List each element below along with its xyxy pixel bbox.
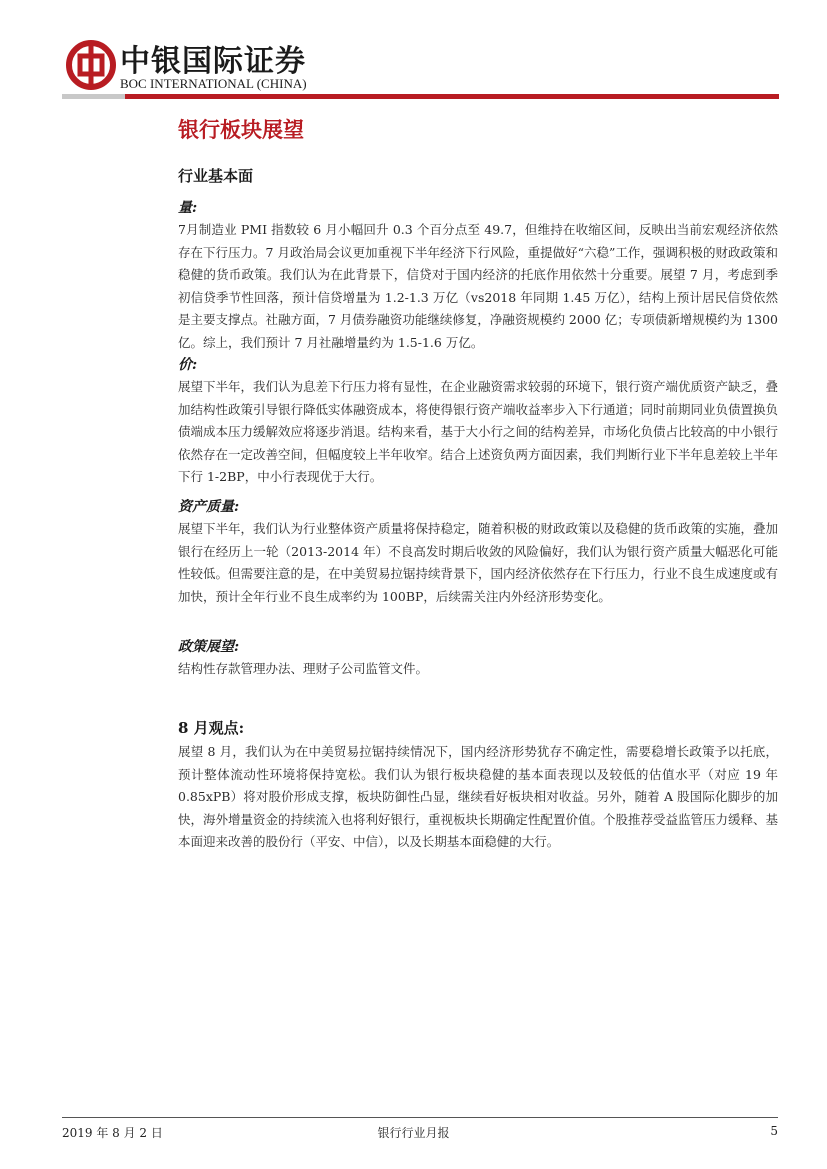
asset-quality-paragraph: 展望下半年，我们认为行业整体资产质量将保持稳定，随着积极的财政政策以及稳健的货币政策的实施，叠加银行在经历上一轮（2013-2014 年）不良高发时期后收敛的风险偏好，我们认为银行资产质量大幅恶化可能性较低。但需要注意的是，在中美贸易拉锯持续背景下，国内经济依然存在下行压力，行业不良生成速度或有加快，预计全年行业不良生成率约为 100BP，后续需关注内外经济形势变化。 — [178, 521, 779, 604]
footer-page-number: 5 — [770, 1124, 778, 1138]
footer-report-name: 银行行业月报 — [377, 1126, 450, 1140]
price-label: 价: — [178, 357, 198, 373]
footer-date: 2019 年 8 月 2 日 — [62, 1126, 163, 1140]
asset-quality-label: 资产质量: — [178, 499, 240, 515]
boc-logo-icon — [66, 40, 116, 90]
logo-chinese-name: 中银国际证券 — [120, 44, 306, 79]
page-title: 银行板块展望 — [178, 117, 304, 142]
volume-paragraph: 7月制造业 PMI 指数较 6 月小幅回升 0.3 个百分点至 49.7，但维持在收缩区间，反映出当前宏观经济依然存在下行压力。7 月政治局会议更加重视下半年经济下行风险，重提做好“六稳”工作，强调积极的财政政策和稳健的货币政策。我们认为在此背景下，信贷对于国内经济的托底作用依然十分重要。展望 7 月，考虑到季初信贷季节性回落，预计信贷增量为 1.2-1.3 万亿（vs2018 年同期 1.45 万亿），结构上预计居民信贷依然是主要支撑点。社融方面，7 月债券融资功能继续修复，净融资规模约 2000 亿；专项债新增规模约为 1300 亿。综上，我们预计 7 月社融增量约为 1.5-1.6 万亿。 — [178, 222, 778, 350]
august-view-paragraph: 展望 8 月，我们认为在中美贸易拉锯持续情况下，国内经济形势犹存不确定性，需要稳增长政策予以托底，预计整体流动性环境将保持宽松。我们认为银行板块稳健的基本面表现以及较低的估值水平（对应 19 年 0.85xPB）将对股价形成支撑，板块防御性凸显，继续看好板块相对收益。另外，随着 A 股国际化脚步的加快，海外增量资金的持续流入也将利好银行，重视板块长期确定性配置价值。个股推荐受益监管压力缓释、基本面迎来改善的股份行（平安、中信），以及长期基本面稳健的大行。 — [178, 744, 779, 850]
price-paragraph: 展望下半年，我们认为息差下行压力将有显性，在企业融资需求较弱的环境下，银行资产端优质资产缺乏，叠加结构性政策引导银行降低实体融资成本，将使得银行资产端收益率步入下行通道；同时前期同业负债置换负债端成本压力缓解效应将逐步消退。结构来看，基于大小行之间的结构差异，市场化负债占比较高的中小银行依然存在一定改善空间，但幅度较上半年收窄。结合上述资负两方面因素，我们判断行业下半年息差较上半年下行 1-2BP，中小行表现优于大行。 — [178, 379, 779, 485]
fundamentals-heading: 行业基本面 — [178, 167, 254, 185]
footer-rule — [62, 1117, 778, 1118]
policy-paragraph: 结构性存款管理办法、理财子公司监管文件。 — [178, 661, 429, 676]
header-rule-gray — [62, 94, 125, 99]
volume-label: 量: — [178, 200, 198, 216]
header-rule-red — [125, 94, 779, 99]
policy-label: 政策展望: — [178, 639, 240, 655]
august-view-heading: 8 月观点: — [178, 719, 245, 737]
logo-english-name: BOC INTERNATIONAL (CHINA) — [120, 76, 307, 91]
